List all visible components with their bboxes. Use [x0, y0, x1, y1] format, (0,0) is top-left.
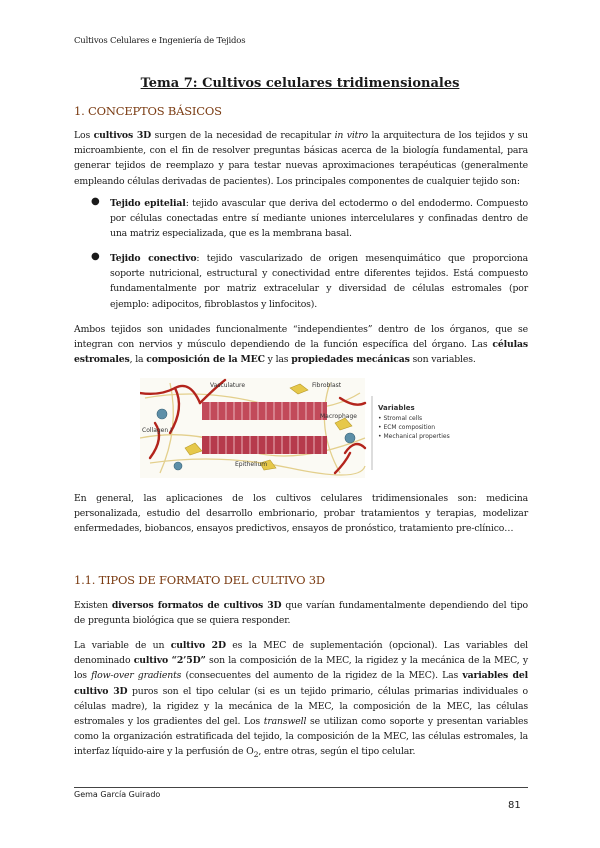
list-item-epitelial: Tejido epitelial: tejido avascular que deriva del ectodermo o del endodermo. Compuesto por células conectadas entre sí mediante uniones intercelulares y confinadas dentro de una matriz especializada, que es la membrana basal. [110, 198, 528, 240]
paragraph-aplicaciones: En general, las aplicaciones de los cultivos celulares tridimensionales son: medicina personalizada, estudio del desarrollo embrionario, probar tratamientos y terapias, modelizar enfermedades, biobancos, ensayos predictivos, ensayos de pronóstico, tratamiento pre-clínico… [74, 493, 528, 535]
page-number: 81 [508, 800, 521, 811]
epithelium-band-lower [202, 436, 327, 454]
label-collagen: Collagen I [142, 427, 172, 434]
variable-ecm: • ECM composition [378, 424, 436, 431]
label-vasculature: Vasculature [210, 382, 246, 389]
variable-stromal: • Stromal cells [378, 415, 423, 422]
variable-mechanical: • Mechanical properties [378, 433, 450, 440]
list-item-conectivo: Tejido conectivo: tejido vascularizado de origen mesenquimático que proporciona soporte nutricional, estructural y conectividad entre diferentes tejidos. Está compuesto fundamentalmente por matriz extracelular y diversidad de células estromales (por ejemplo: adipocitos, fibroblastos y linfocitos). [110, 253, 528, 310]
label-fibroblast: Fibroblast [312, 382, 342, 389]
tissue-diagram [140, 378, 470, 478]
label-epithelium: Epithelium [235, 461, 268, 468]
label-macrophage: Macrophage [320, 413, 357, 420]
epithelium-band-upper [202, 402, 327, 420]
paragraph-intro: Los cultivos 3D surgen de la necesidad de recapitular in vitro la arquitectura de los tejidos y su microambiente, con el fin de resolver preguntas básicas acerca de la biología fundamental, para generar tejidos de reemplazo y para testar nuevas aproximaciones terapéuticas (generalmente empleando células derivadas de pacientes). Los principales componentes de cualquier tejido son: [74, 130, 528, 187]
bullet-icon: ● [91, 196, 100, 207]
page-title: Tema 7: Cultivos celulares tridimensionales [140, 76, 460, 91]
paragraph-variables: La variable de un cultivo 2D es la MEC de suplementación (opcional). Las variables del denominado cultivo “2’5D” son la composición de la MEC, la rigidez y la mecánica de la MEC, y los flow-over gradients (consecuentes del aumento de la rigidez de la MEC). Las variables del cultivo 3D puros son el tipo celular (si es un tejido primario, células primarias individuales o células madre), la rigidez y la mecánica de la MEC, la composición de la MEC, las células estromales y los gradientes del gel. Los transwell se utilizan como soporte y presentan variables como la organización estratificada del tejido, la composición de la MEC, las células estromales, la interfaz líquido-aire y la perfusión de $O_2$, entre otras, según el tipo celular. [74, 640, 529, 760]
section-heading-conceptos: 1. CONCEPTOS BÁSICOS [74, 104, 222, 118]
paragraph-formatos: Existen diversos formatos de cultivos 3D que varían fundamentalmente dependiendo del tipo de pregunta biológica que se quiera responder. [74, 600, 528, 627]
variables-title: Variables [378, 404, 415, 412]
footer-author: Gema García Guirado [74, 790, 161, 799]
bullet-icon: ● [91, 251, 100, 262]
running-header: Cultivos Celulares e Ingeniería de Tejidos [74, 36, 246, 46]
footer-divider [74, 787, 528, 788]
paragraph-ambos: Ambos tejidos son unidades funcionalmente “independientes” dentro de los órganos, que se integran con nervios y músculo dependiendo de la función específica del órgano. Las células estromales, la composición de la MEC y las propiedades mecánicas son variables. [74, 324, 528, 366]
section-heading-formatos: 1.1. TIPOS DE FORMATO DEL CULTIVO 3D [74, 573, 325, 587]
